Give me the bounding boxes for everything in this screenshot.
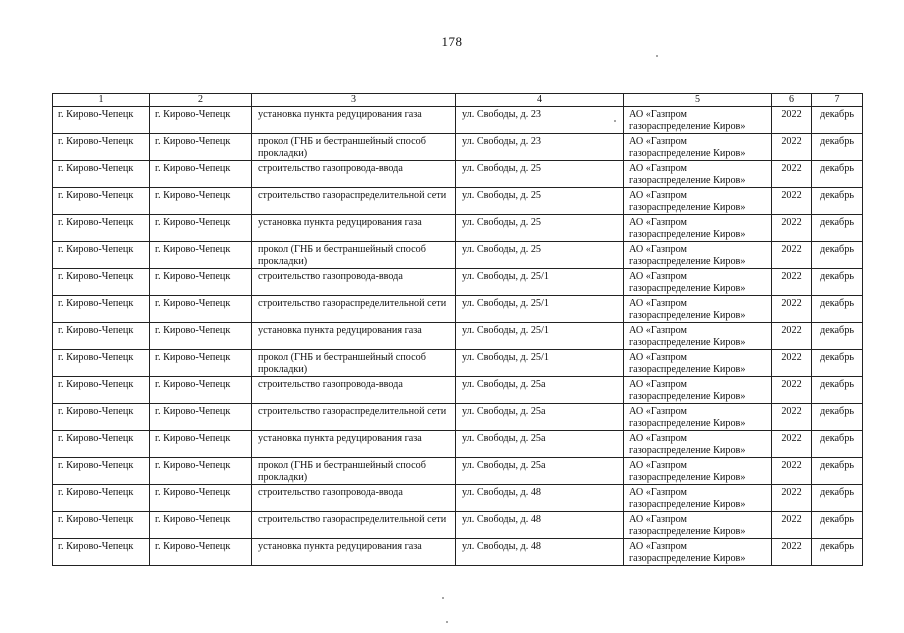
settlement-cell: г. Кирово-Чепецк [150,323,252,350]
work-type-cell: строительство газопровода-ввода [252,269,456,296]
work-type-cell: установка пункта редуцирования газа [252,215,456,242]
month-cell: декабрь [812,269,863,296]
municipality-cell: г. Кирово-Чепецк [53,296,150,323]
settlement-cell: г. Кирово-Чепецк [150,269,252,296]
address-cell: ул. Свободы, д. 48 [456,485,624,512]
month-cell: декабрь [812,296,863,323]
table-row [53,161,863,188]
address-cell: ул. Свободы, д. 25 [456,188,624,215]
work-type-cell: строительство газопровода-ввода [252,377,456,404]
month-cell: декабрь [812,512,863,539]
month-cell: декабрь [812,161,863,188]
table-row [53,215,863,242]
address-cell: ул. Свободы, д. 25/1 [456,296,624,323]
column-number-row [53,94,863,107]
table-row [53,458,863,485]
settlement-cell: г. Кирово-Чепецк [150,215,252,242]
settlement-cell: г. Кирово-Чепецк [150,458,252,485]
settlement-cell: г. Кирово-Чепецк [150,134,252,161]
column-number: 2 [150,94,252,107]
address-cell: ул. Свободы, д. 48 [456,539,624,566]
table-row [53,539,863,566]
scan-speck [614,120,616,122]
address-cell: ул. Свободы, д. 25 [456,215,624,242]
organization-cell: АО «Газпром газораспределение Киров» [624,431,772,458]
settlement-cell: г. Кирово-Чепецк [150,242,252,269]
month-cell: декабрь [812,485,863,512]
address-cell: ул. Свободы, д. 25а [456,404,624,431]
organization-cell: АО «Газпром газораспределение Киров» [624,323,772,350]
month-cell: декабрь [812,377,863,404]
table-row [53,431,863,458]
work-type-cell: прокол (ГНБ и бестраншейный способ прокладки) [252,350,456,377]
settlement-cell: г. Кирово-Чепецк [150,404,252,431]
settlement-cell: г. Кирово-Чепецк [150,539,252,566]
municipality-cell: г. Кирово-Чепецк [53,323,150,350]
organization-cell: АО «Газпром газораспределение Киров» [624,242,772,269]
address-cell: ул. Свободы, д. 25а [456,458,624,485]
month-cell: декабрь [812,539,863,566]
municipality-cell: г. Кирово-Чепецк [53,431,150,458]
municipality-cell: г. Кирово-Чепецк [53,134,150,161]
work-type-cell: установка пункта редуцирования газа [252,431,456,458]
table-row [53,188,863,215]
table-row [53,242,863,269]
address-cell: ул. Свободы, д. 25а [456,431,624,458]
year-cell: 2022 [772,269,812,296]
year-cell: 2022 [772,485,812,512]
municipality-cell: г. Кирово-Чепецк [53,350,150,377]
address-cell: ул. Свободы, д. 48 [456,512,624,539]
municipality-cell: г. Кирово-Чепецк [53,242,150,269]
work-type-cell: прокол (ГНБ и бестраншейный способ прокладки) [252,458,456,485]
work-type-cell: установка пункта редуцирования газа [252,323,456,350]
municipality-cell: г. Кирово-Чепецк [53,539,150,566]
municipality-cell: г. Кирово-Чепецк [53,215,150,242]
work-type-cell: прокол (ГНБ и бестраншейный способ прокладки) [252,242,456,269]
scan-speck [442,597,444,599]
table-row [53,377,863,404]
table-row [53,404,863,431]
settlement-cell: г. Кирово-Чепецк [150,431,252,458]
year-cell: 2022 [772,539,812,566]
settlement-cell: г. Кирово-Чепецк [150,377,252,404]
work-type-cell: строительство газораспределительной сети [252,512,456,539]
municipality-cell: г. Кирово-Чепецк [53,161,150,188]
year-cell: 2022 [772,458,812,485]
page-number: 178 [441,34,463,49]
address-cell: ул. Свободы, д. 23 [456,134,624,161]
organization-cell: АО «Газпром газораспределение Киров» [624,188,772,215]
year-cell: 2022 [772,188,812,215]
settlement-cell: г. Кирово-Чепецк [150,296,252,323]
month-cell: декабрь [812,215,863,242]
work-type-cell: установка пункта редуцирования газа [252,539,456,566]
scan-speck [656,55,658,57]
year-cell: 2022 [772,242,812,269]
year-cell: 2022 [772,215,812,242]
municipality-cell: г. Кирово-Чепецк [53,485,150,512]
organization-cell: АО «Газпром газораспределение Киров» [624,296,772,323]
column-number: 5 [624,94,772,107]
table-row [53,350,863,377]
organization-cell: АО «Газпром газораспределение Киров» [624,107,772,134]
municipality-cell: г. Кирово-Чепецк [53,107,150,134]
column-number: 6 [772,94,812,107]
municipality-cell: г. Кирово-Чепецк [53,404,150,431]
table-body [53,107,863,566]
settlement-cell: г. Кирово-Чепецк [150,161,252,188]
month-cell: декабрь [812,188,863,215]
organization-cell: АО «Газпром газораспределение Киров» [624,269,772,296]
column-number: 7 [812,94,863,107]
year-cell: 2022 [772,512,812,539]
year-cell: 2022 [772,377,812,404]
month-cell: декабрь [812,431,863,458]
settlement-cell: г. Кирово-Чепецк [150,107,252,134]
address-cell: ул. Свободы, д. 25 [456,242,624,269]
year-cell: 2022 [772,134,812,161]
column-number: 3 [252,94,456,107]
address-cell: ул. Свободы, д. 25/1 [456,269,624,296]
table-row [53,323,863,350]
organization-cell: АО «Газпром газораспределение Киров» [624,512,772,539]
table-row [53,269,863,296]
table-row [53,512,863,539]
settlement-cell: г. Кирово-Чепецк [150,512,252,539]
work-type-cell: прокол (ГНБ и бестраншейный способ прокладки) [252,134,456,161]
municipality-cell: г. Кирово-Чепецк [53,377,150,404]
municipality-cell: г. Кирово-Чепецк [53,512,150,539]
scan-speck [446,621,448,623]
year-cell: 2022 [772,404,812,431]
work-type-cell: строительство газораспределительной сети [252,296,456,323]
column-number: 4 [456,94,624,107]
municipality-cell: г. Кирово-Чепецк [53,269,150,296]
table-row [53,107,863,134]
year-cell: 2022 [772,296,812,323]
address-cell: ул. Свободы, д. 25/1 [456,323,624,350]
settlement-cell: г. Кирово-Чепецк [150,485,252,512]
month-cell: декабрь [812,350,863,377]
column-number: 1 [53,94,150,107]
organization-cell: АО «Газпром газораспределение Киров» [624,458,772,485]
work-type-cell: строительство газопровода-ввода [252,485,456,512]
work-type-cell: строительство газораспределительной сети [252,404,456,431]
work-type-cell: строительство газораспределительной сети [252,188,456,215]
year-cell: 2022 [772,107,812,134]
municipality-cell: г. Кирово-Чепецк [53,458,150,485]
table-row [53,134,863,161]
organization-cell: АО «Газпром газораспределение Киров» [624,350,772,377]
organization-cell: АО «Газпром газораспределение Киров» [624,161,772,188]
settlement-cell: г. Кирово-Чепецк [150,350,252,377]
municipality-cell: г. Кирово-Чепецк [53,188,150,215]
month-cell: декабрь [812,404,863,431]
work-type-cell: установка пункта редуцирования газа [252,107,456,134]
organization-cell: АО «Газпром газораспределение Киров» [624,539,772,566]
organization-cell: АО «Газпром газораспределение Киров» [624,404,772,431]
address-cell: ул. Свободы, д. 25а [456,377,624,404]
organization-cell: АО «Газпром газораспределение Киров» [624,377,772,404]
year-cell: 2022 [772,161,812,188]
address-cell: ул. Свободы, д. 25 [456,161,624,188]
address-cell: ул. Свободы, д. 23 [456,107,624,134]
month-cell: декабрь [812,134,863,161]
month-cell: декабрь [812,242,863,269]
table-row [53,485,863,512]
year-cell: 2022 [772,323,812,350]
year-cell: 2022 [772,350,812,377]
organization-cell: АО «Газпром газораспределение Киров» [624,215,772,242]
organization-cell: АО «Газпром газораспределение Киров» [624,485,772,512]
work-type-cell: строительство газопровода-ввода [252,161,456,188]
table-row [53,296,863,323]
address-cell: ул. Свободы, д. 25/1 [456,350,624,377]
gasification-schedule-table [52,93,863,566]
settlement-cell: г. Кирово-Чепецк [150,188,252,215]
month-cell: декабрь [812,458,863,485]
month-cell: декабрь [812,323,863,350]
month-cell: декабрь [812,107,863,134]
year-cell: 2022 [772,431,812,458]
organization-cell: АО «Газпром газораспределение Киров» [624,134,772,161]
